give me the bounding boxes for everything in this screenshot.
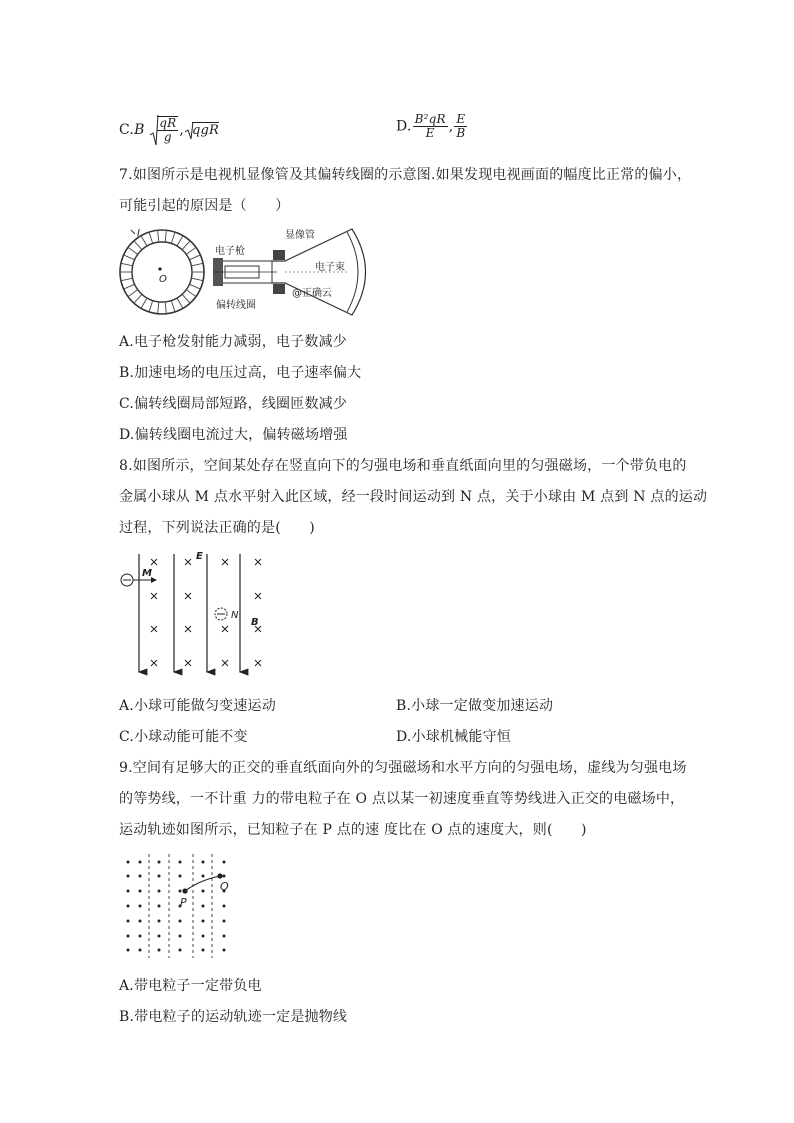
coil-winding-tick	[165, 302, 166, 314]
magnetic-field-cross	[185, 559, 191, 565]
point-p	[182, 888, 187, 893]
magnetic-field-dot	[139, 905, 142, 908]
magnetic-field-dot	[127, 935, 130, 938]
magnetic-field-dot	[139, 875, 142, 878]
comma: ,	[448, 118, 454, 135]
magnetic-field-dot	[223, 905, 226, 908]
coil-winding-tick	[182, 241, 190, 250]
magnetic-field-dot	[202, 949, 205, 952]
magnetic-field-dot	[158, 949, 161, 952]
magnetic-field-dot	[127, 890, 130, 893]
magnetic-field-dot	[158, 905, 161, 908]
magnetic-field-cross	[222, 660, 228, 666]
watermark: @正确云	[292, 288, 332, 299]
magnetic-field-dot	[139, 920, 142, 923]
q9-stem-line1: 9.空间有足够大的正交的垂直纸面向外的匀强磁场和水平方向的匀强电场，虚线为匀强电场	[119, 760, 687, 776]
coil-winding-tick	[141, 298, 147, 308]
q7-option-a[interactable]: A.电子枪发射能力减弱，电子数减少	[119, 334, 347, 350]
q8-option-b[interactable]: B.小球一定做变加速运动	[396, 698, 554, 714]
coil-winding-tick	[171, 232, 175, 243]
magnetic-field-cross	[151, 559, 157, 565]
label-e: E	[196, 551, 203, 562]
q6-option-d-num1: B²qR	[414, 112, 446, 126]
coil-winding-tick	[128, 290, 138, 297]
magnetic-field-cross	[185, 660, 191, 666]
q9-stem-line3: 运动轨迹如图所示，已知粒子在 P 点的速 度比在 O 点的速度大，则( )	[119, 822, 587, 838]
magnetic-field-dot	[139, 861, 142, 864]
magnetic-field-dot	[127, 920, 130, 923]
coil-winding-tick	[191, 278, 203, 280]
q6-option-c-num: qR	[159, 116, 177, 130]
coil-winding-tick	[186, 247, 196, 254]
q7-option-b[interactable]: B.加速电场的电压过高，电子速率偏大	[119, 365, 362, 381]
q8-figure-fields	[115, 548, 275, 678]
center-dot	[158, 267, 161, 270]
magnetic-field-dot	[179, 920, 182, 923]
coil-winding-tick	[191, 263, 203, 265]
coil-winding-tick	[121, 263, 133, 265]
q6-option-d-num2: E	[454, 113, 467, 127]
q7-stem-line1: 7.如图所示是电视机显像管及其偏转线圈的示意图.如果发现电视画面的幅度比正常的偏小，	[119, 167, 692, 183]
magnetic-field-dot	[223, 875, 226, 878]
coil-winding-tick	[177, 236, 183, 246]
magnetic-field-dot	[127, 905, 130, 908]
coil-winding-tick	[165, 230, 166, 242]
coil-winding-tick	[177, 298, 183, 308]
magnetic-field-dot	[179, 935, 182, 938]
deflection-coil-ring	[120, 230, 204, 314]
coil-winding-tick	[128, 247, 138, 254]
magnetic-field-dot	[139, 949, 142, 952]
coil-winding-tick	[124, 284, 135, 289]
magnetic-field-dot	[158, 920, 161, 923]
coil-winding-tick	[134, 241, 142, 250]
q9-option-a[interactable]: A.带电粒子一定带负电	[119, 978, 262, 994]
magnetic-field-dot	[179, 875, 182, 878]
q6-option-c-rad2: qgR	[192, 123, 220, 138]
magnetic-field-dot	[139, 935, 142, 938]
q6-option-d-den1: E	[425, 126, 435, 140]
magnetic-field-dot	[202, 935, 205, 938]
label-m: M	[142, 568, 152, 579]
q6-option-c	[119, 113, 219, 147]
q7-option-d[interactable]: D.偏转线圈电流过大，偏转磁场增强	[119, 427, 348, 443]
q6-option-c-fraction	[157, 116, 178, 144]
q7-option-c[interactable]: C.偏转线圈局部短路，线圈匝数减少	[119, 396, 348, 412]
magnetic-field-crosses	[151, 559, 261, 666]
coil-winding-tick	[121, 278, 133, 280]
magnetic-field-cross	[255, 559, 261, 565]
q9-option-b[interactable]: B.带电粒子的运动轨迹一定是抛物线	[119, 1009, 348, 1025]
coil-winding-tick	[189, 255, 200, 260]
label-picture-tube: 显像管	[285, 230, 315, 241]
label-electron-beam: 电子束	[315, 262, 345, 273]
label-n: N	[231, 610, 239, 621]
magnetic-field-cross	[185, 593, 191, 599]
label-current-i: I	[137, 228, 140, 239]
coil-winding-tick	[186, 290, 196, 297]
q8-option-d[interactable]: D.小球机械能守恒	[396, 729, 511, 745]
q7-stem-line2: 可能引起的原因是（ ）	[119, 198, 290, 214]
q6-option-c-b: B	[134, 122, 145, 138]
q9-figure-field	[118, 852, 238, 960]
label-electron-gun: 电子枪	[215, 246, 245, 257]
q8-option-a[interactable]: A.小球可能做匀变速运动	[119, 698, 276, 714]
q6-option-c-den: g	[163, 130, 172, 144]
magnetic-field-cross	[255, 593, 261, 599]
magnetic-field-dots	[127, 861, 226, 952]
q8-stem-line2: 金属小球从 M 点水平射入此区域，经一段时间运动到 N 点，关于小球由 M 点到 N 点的运动	[119, 489, 708, 505]
q6-option-d	[396, 113, 468, 140]
magnetic-field-cross	[151, 626, 157, 632]
coil-winding-tick	[171, 301, 175, 312]
coil-winding-tick	[182, 294, 190, 303]
label-b: B	[251, 617, 259, 628]
coil-winding-tick	[189, 284, 200, 289]
magnetic-field-cross	[222, 559, 228, 565]
magnetic-field-dot	[158, 935, 161, 938]
magnetic-field-cross	[185, 626, 191, 632]
q8-stem-line3: 过程，下列说法正确的是( )	[119, 520, 315, 536]
magnetic-field-dot	[179, 949, 182, 952]
magnetic-field-dot	[179, 890, 182, 893]
magnetic-field-cross	[151, 660, 157, 666]
coil-winding-tick	[149, 301, 153, 312]
magnetic-field-dot	[202, 890, 205, 893]
magnetic-field-dot	[127, 861, 130, 864]
coil-winding-tick	[149, 232, 153, 243]
magnetic-field-dot	[158, 861, 161, 864]
q6-option-d-fraction-1	[413, 113, 448, 140]
q8-option-c[interactable]: C.小球动能可能不变	[119, 729, 248, 745]
coil-winding-tick	[141, 236, 147, 246]
q6-option-d-fraction-2	[454, 113, 467, 140]
magnetic-field-dot	[127, 875, 130, 878]
magnetic-field-dot	[223, 935, 226, 938]
magnetic-field-dot	[139, 890, 142, 893]
magnetic-field-dot	[202, 920, 205, 923]
magnetic-field-dot	[202, 875, 205, 878]
magnetic-field-dot	[158, 890, 161, 893]
label-center-o: O	[159, 274, 167, 285]
magnetic-field-dot	[223, 949, 226, 952]
label-p: P	[180, 896, 187, 909]
magnetic-field-dot	[158, 875, 161, 878]
label-o: O	[220, 880, 229, 893]
magnetic-field-dot	[127, 949, 130, 952]
magnetic-field-dot	[202, 905, 205, 908]
magnetic-field-dot	[223, 861, 226, 864]
magnetic-field-cross	[151, 593, 157, 599]
coil-winding-tick	[124, 255, 135, 260]
comma: ,	[179, 122, 185, 138]
magnetic-field-cross	[255, 660, 261, 666]
label-deflection-coil: 偏转线圈	[216, 300, 256, 311]
q7-figure-crt	[117, 222, 377, 322]
magnetic-field-dot	[223, 920, 226, 923]
coil-winding-tick	[158, 230, 159, 242]
magnetic-field-dot	[179, 861, 182, 864]
q6-option-c-label: C.	[119, 122, 135, 138]
q6-option-d-den2: B	[456, 126, 466, 140]
coil-winding-tick	[158, 302, 159, 314]
q9-stem-line2: 的等势线，一不计重 力的带电粒子在 O 点以某一初速度垂直等势线进入正交的电磁场中，	[119, 791, 685, 807]
coil-winding-tick	[134, 294, 142, 303]
point-o	[217, 873, 222, 878]
trajectory	[185, 876, 220, 891]
q6-option-d-label: D.	[396, 118, 412, 135]
magnetic-field-dot	[202, 861, 205, 864]
magnetic-field-cross	[222, 626, 228, 632]
q8-stem-line1: 8.如图所示，空间某处存在竖直向下的匀强电场和垂直纸面向里的匀强磁场，一个带负电的	[119, 458, 687, 474]
